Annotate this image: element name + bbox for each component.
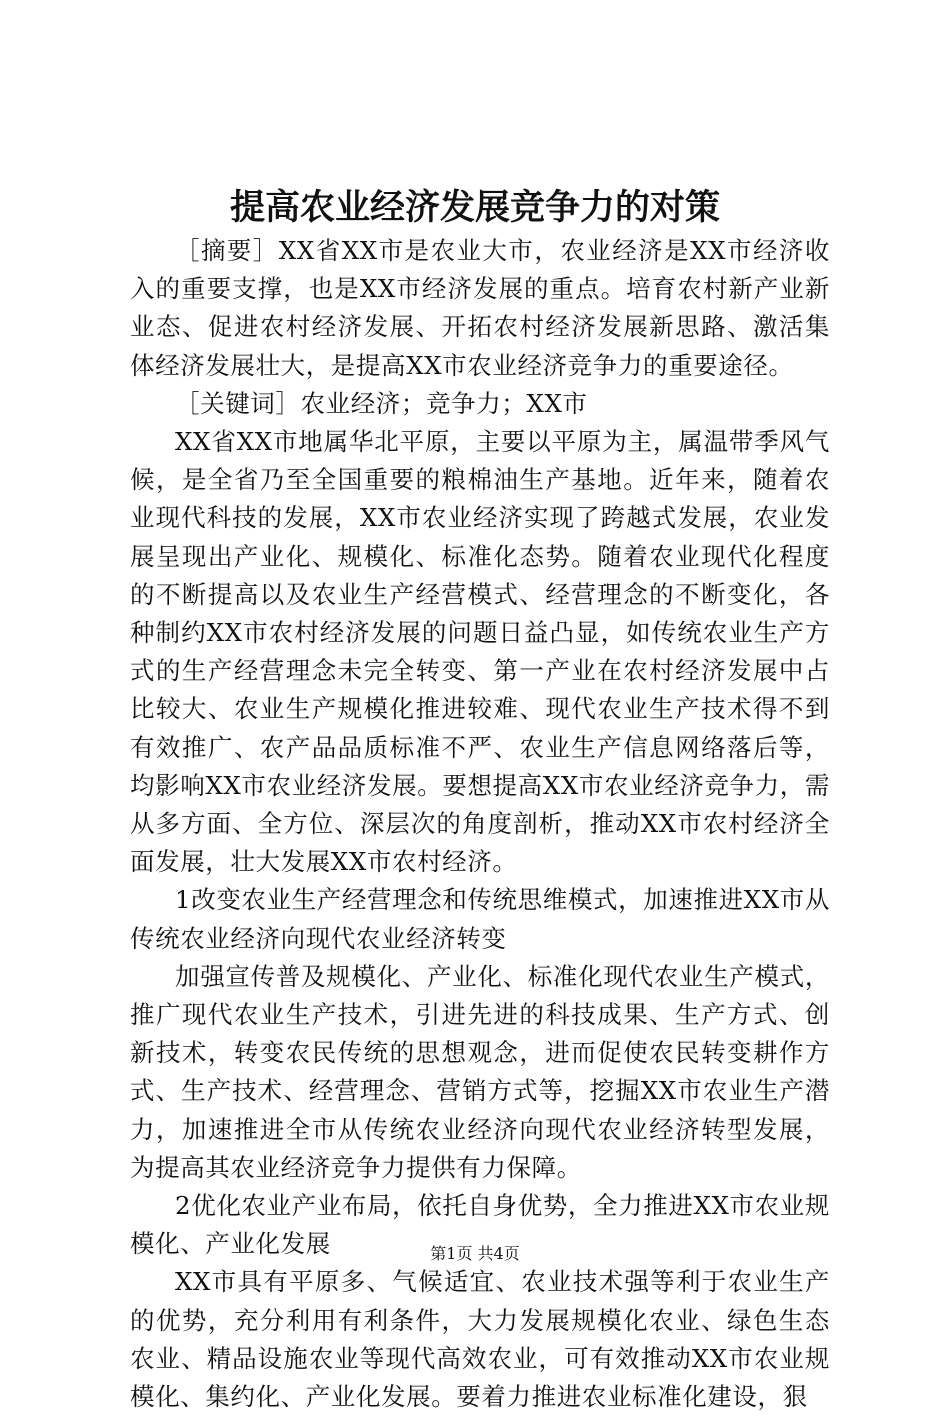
section-heading: 2优化农业产业布局，依托自身优势，全力推进XX市农业规模化、产业化发展 <box>130 1191 830 1259</box>
keywords-paragraph: ［关键词］农业经济；竞争力；XX市 <box>175 388 588 418</box>
body-paragraph: XX市具有平原多、气候适宜、农业技术强等利于农业生产的优势，充分利用有利条件，大力发展规模化农业、绿色生态农业、精品设施农业等现代高效农业，可有效推动XX市农业规模化、集约化、产业化发展。要着力推进农业标准化建设，狠 <box>130 1267 830 1412</box>
page-number-footer: 第1页 共4页 <box>430 1244 520 1263</box>
abstract-paragraph: ［摘要］XX省XX市是农业大市，农业经济是XX市经济收入的重要支撑，也是XX市经济发展的重点。培育农村新产业新业态、促进农村经济发展、开拓农村经济发展新思路、激活集体经济发展壮大，是提高XX市农业经济竞争力的重要途径。 <box>130 236 830 380</box>
body-paragraph: 加强宣传普及规模化、产业化、标准化现代农业生产模式，推广现代农业生产技术，引进先进的科技成果、生产方式、创新技术，转变农民传统的思想观念，进而促使农民转变耕作方式、生产技术、经营理念、营销方式等，挖掘XX市农业生产潜力，加速推进全市从传统农业经济向现代农业经济转型发展，为提高其农业经济竞争力提供有力保障。 <box>130 961 830 1182</box>
section-heading: 1改变农业生产经营理念和传统思维模式，加速推进XX市从传统农业经济向现代农业经济转变 <box>130 885 830 953</box>
document-title: 提高农业经济发展竞争力的对策 <box>229 187 720 228</box>
body-paragraph: XX省XX市地属华北平原，主要以平原为主，属温带季风气候，是全省乃至全国重要的粮棉油生产基地。近年来，随着农业现代科技的发展，XX市农业经济实现了跨越式发展，农业发展呈现出产业化、规模化、标准化态势。随着农业现代化程度的不断提高以及农业生产经营模式、经营理念的不断变化，各种制约XX市农村经济发展的问题日益凸显，如传统农业生产方式的生产经营理念未完全转变、第一产业在农村经济发展中占比较大、农业生产规模化推进较难、现代农业生产技术得不到有效推广、农产品品质标准不严、农业生产信息网络落后等，均影响XX市农业经济发展。要想提高XX市农业经济竞争力，需从多方面、全方位、深层次的角度剖析，推动XX市农村经济全面发展，壮大发展XX市农村经济。 <box>130 427 830 877</box>
document-body <box>130 232 830 1416</box>
